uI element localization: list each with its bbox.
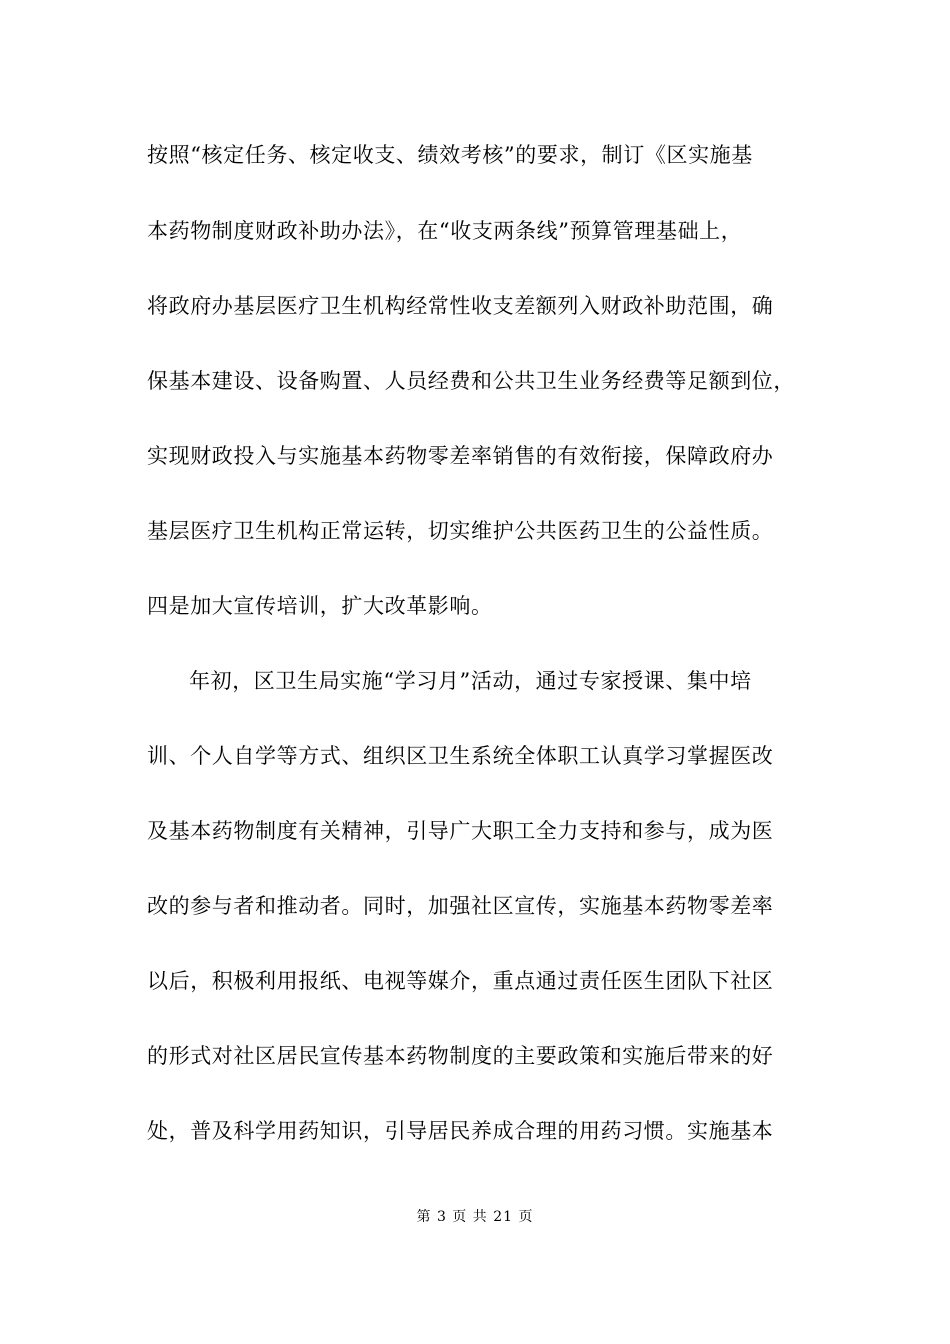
body-text-line: 保基本建设、设备购置、人员经费和公共卫生业务经费等足额到位， <box>147 369 795 393</box>
body-text-line: 的形式对社区居民宣传基本药物制度的主要政策和实施后带来的好 <box>147 1044 774 1068</box>
body-text-line: 训、个人自学等方式、组织区卫生系统全体职工认真学习掌握医改 <box>147 744 774 768</box>
section-heading: 四是加大宣传培训，扩大改革影响。 <box>147 594 493 618</box>
body-text-line: 及基本药物制度有关精神，引导广大职工全力支持和参与，成为医 <box>147 819 774 843</box>
body-text-line: 以后，积极利用报纸、电视等媒介，重点通过责任医生团队下社区 <box>147 969 774 993</box>
body-text-line: 按照“核定任务、核定收支、绩效考核”的要求，制订《区实施基 <box>147 143 753 167</box>
paragraph-first-line: 年初，区卫生局实施“学习月”活动，通过专家授课、集中培 <box>189 669 752 693</box>
body-text-line: 基层医疗卫生机构正常运转，切实维护公共医药卫生的公益性质。 <box>147 519 774 543</box>
body-text-line: 实现财政投入与实施基本药物零差率销售的有效衔接，保障政府办 <box>147 444 774 468</box>
page-number-footer: 第 3 页 共 21 页 <box>416 1209 534 1225</box>
body-text-line: 改的参与者和推动者。同时，加强社区宣传，实施基本药物零差率 <box>147 894 774 918</box>
body-text-line: 处，普及科学用药知识，引导居民养成合理的用药习惯。实施基本 <box>147 1119 774 1143</box>
body-text-line: 本药物制度财政补助办法》，在“收支两条线”预算管理基础上， <box>147 219 743 243</box>
body-text-line: 将政府办基层医疗卫生机构经常性收支差额列入财政补助范围，确 <box>147 294 774 318</box>
